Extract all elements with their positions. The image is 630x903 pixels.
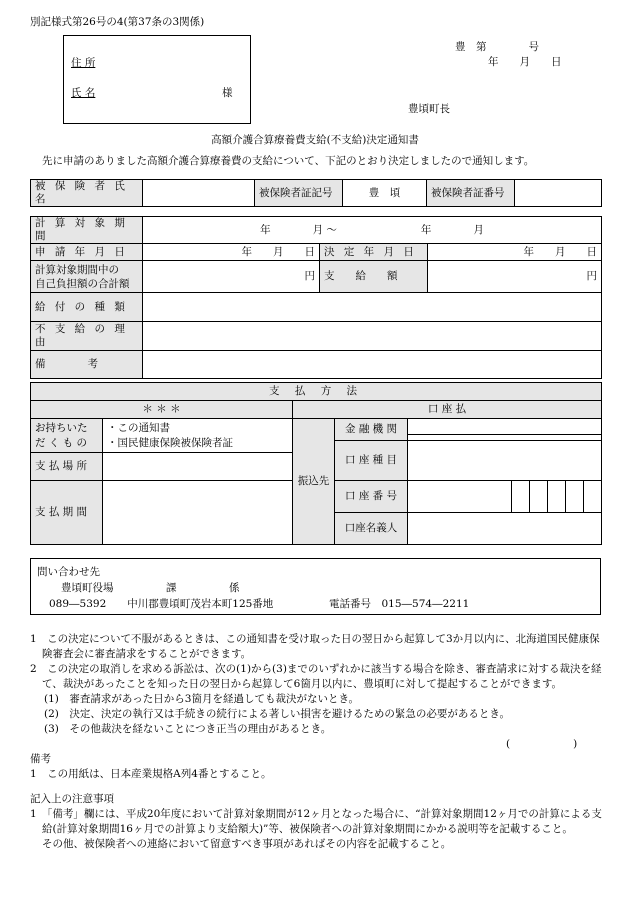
pay-place-label: 支 払 場 所	[31, 453, 103, 481]
address-box	[63, 35, 251, 124]
nonpay-reason-label: 不 支 給 の 理 由	[31, 322, 143, 351]
selfpay-label-line1: 計算対象期間中の	[35, 263, 119, 276]
benefit-type-label: 給 付 の 種 類	[31, 293, 143, 322]
entry-note-2: その他、被保険者への連絡において留意すべき事項があればその内容を記載すること。	[42, 838, 452, 850]
insured-name-label: 被 保 険 者 氏 名	[31, 180, 143, 207]
account-digit[interactable]	[530, 481, 548, 513]
contact-phone: 電話番号 015―574―2211	[329, 598, 470, 610]
bring-label-line2: だ く も の	[35, 436, 88, 449]
period-value[interactable]: 年 月 ～ 年 月	[143, 217, 602, 244]
transfer-to-label: 振込先	[293, 419, 335, 545]
selfpay-label-line2: 自己負担額の合計額	[35, 277, 130, 290]
payment-amount-label: 支 給 額	[320, 261, 428, 293]
pay-place-field[interactable]	[103, 453, 293, 481]
decision-date-value[interactable]: 年 月 日	[428, 244, 602, 261]
cert-number-label: 被保険者証番号	[427, 180, 515, 207]
bring-items-label	[31, 419, 103, 453]
stars-header: ＊ ＊ ＊	[31, 401, 293, 419]
remarks-field[interactable]	[143, 351, 602, 379]
selfpay-amount[interactable]: 円	[143, 261, 320, 293]
apply-date-label: 申 請 年 月 日	[31, 244, 143, 261]
entry-note-1: 1 「備考」欄には、平成20年度において計算対象期間が12ヶ月となった場合に、“計算対象期間12ヶ月での計算による支給(計算対象期間16ヶ月での計算より支給額大)”等、被保険者への計算対象期間にかかる説明等を記載すること。	[30, 808, 602, 835]
entry-notes-heading: 記入上の注意事項	[30, 793, 114, 805]
contact-box	[30, 558, 601, 615]
issuer: 豊頃町長	[408, 103, 450, 115]
bring-items-list	[103, 419, 293, 453]
note-2-item: (1) 審査請求があった日から3箇月を経過しても裁決がないとき。	[44, 693, 360, 705]
account-number-label: 口 座 番 号	[335, 481, 408, 513]
payment-method-header: 支 払 方 法	[31, 383, 602, 401]
pay-period-label: 支 払 期 間	[31, 481, 103, 545]
issue-date: 年 月 日	[488, 56, 562, 68]
account-transfer-header: 口 座 払	[293, 401, 602, 419]
cert-symbol-value: 豊 頃	[343, 180, 427, 207]
account-digit[interactable]	[512, 481, 530, 513]
apply-date-value[interactable]: 年 月 日	[143, 244, 320, 261]
payment-method-table	[30, 382, 602, 545]
note-parenthesis: ( )	[506, 738, 578, 750]
bank-field[interactable]	[408, 419, 602, 441]
cert-number-field[interactable]	[515, 180, 602, 207]
bring-item: ・この通知書	[107, 421, 170, 434]
name-label: 氏 名	[71, 87, 96, 99]
account-holder-field[interactable]	[408, 513, 602, 545]
account-type-field[interactable]	[408, 441, 602, 481]
benefit-type-field[interactable]	[143, 293, 602, 322]
calculation-table	[30, 216, 602, 379]
address-label: 住 所	[71, 57, 96, 69]
account-digit[interactable]	[584, 481, 602, 513]
bank-label: 金 融 機 関	[335, 419, 408, 441]
intro-text: 先に申請のありました高額介護合算療養費の支給について、下記のとおり決定しましたので通知します。	[42, 155, 535, 167]
insured-name-field[interactable]	[143, 180, 255, 207]
note-2-item: (3) その他裁決を経ないことにつき正当の理由があるとき。	[44, 723, 332, 735]
decision-date-label: 決 定 年 月 日	[320, 244, 428, 261]
account-type-label: 口 座 種 目	[335, 441, 408, 481]
note-2-item: (2) 決定、決定の執行又は手続きの続行による著しい損害を避けるための緊急の必要があるとき。	[44, 708, 510, 720]
pay-period-field[interactable]	[103, 481, 293, 545]
selfpay-label	[31, 261, 143, 293]
account-number-field[interactable]	[408, 481, 512, 513]
account-digit[interactable]	[566, 481, 584, 513]
account-digit[interactable]	[548, 481, 566, 513]
insured-table	[30, 179, 602, 207]
nonpay-reason-field[interactable]	[143, 322, 602, 351]
remarks-label: 備 考	[31, 351, 143, 379]
payment-amount[interactable]: 円	[428, 261, 602, 293]
form-reference: 別記様式第26号の4(第37条の3関係)	[30, 16, 205, 28]
contact-heading: 問い合わせ先	[37, 566, 100, 578]
note-1: 1 この決定について不服があるときは、この通知書を受け取った日の翌日から起算して3か月以内に、北海道国民健康保険審査会に審査請求をすることができます。	[30, 633, 600, 660]
notes	[30, 632, 602, 852]
contact-address: 089―5392 中川郡豊頃町茂岩本町125番地	[49, 598, 274, 610]
remarks-item: 1 この用紙は、日本産業規格A列4番とすること。	[30, 768, 272, 780]
honorific: 様	[222, 87, 233, 99]
document-number: 豊 第 号	[455, 41, 539, 53]
contact-office: 豊頃町役場 課 係	[61, 582, 240, 594]
cert-symbol-label: 被保険者証記号	[255, 180, 343, 207]
document-title: 高額介護合算療養費支給(不支給)決定通知書	[211, 134, 419, 146]
note-2: 2 この決定の取消しを求める訴訟は、次の(1)から(3)までのいずれかに該当する場合を除き、審査請求に対する裁決を経て、裁決があったことを知った日の翌日から起算して6箇月以内に、豊頃町に対して提起することができます。	[30, 663, 602, 690]
account-holder-label: 口座名義人	[335, 513, 408, 545]
remarks-heading: 備考	[30, 753, 51, 765]
period-label: 計 算 対 象 期 間	[31, 217, 143, 244]
bring-item: ・国民健康保険被保険者証	[107, 436, 233, 449]
bring-label-line1: お持ちいた	[35, 421, 88, 434]
